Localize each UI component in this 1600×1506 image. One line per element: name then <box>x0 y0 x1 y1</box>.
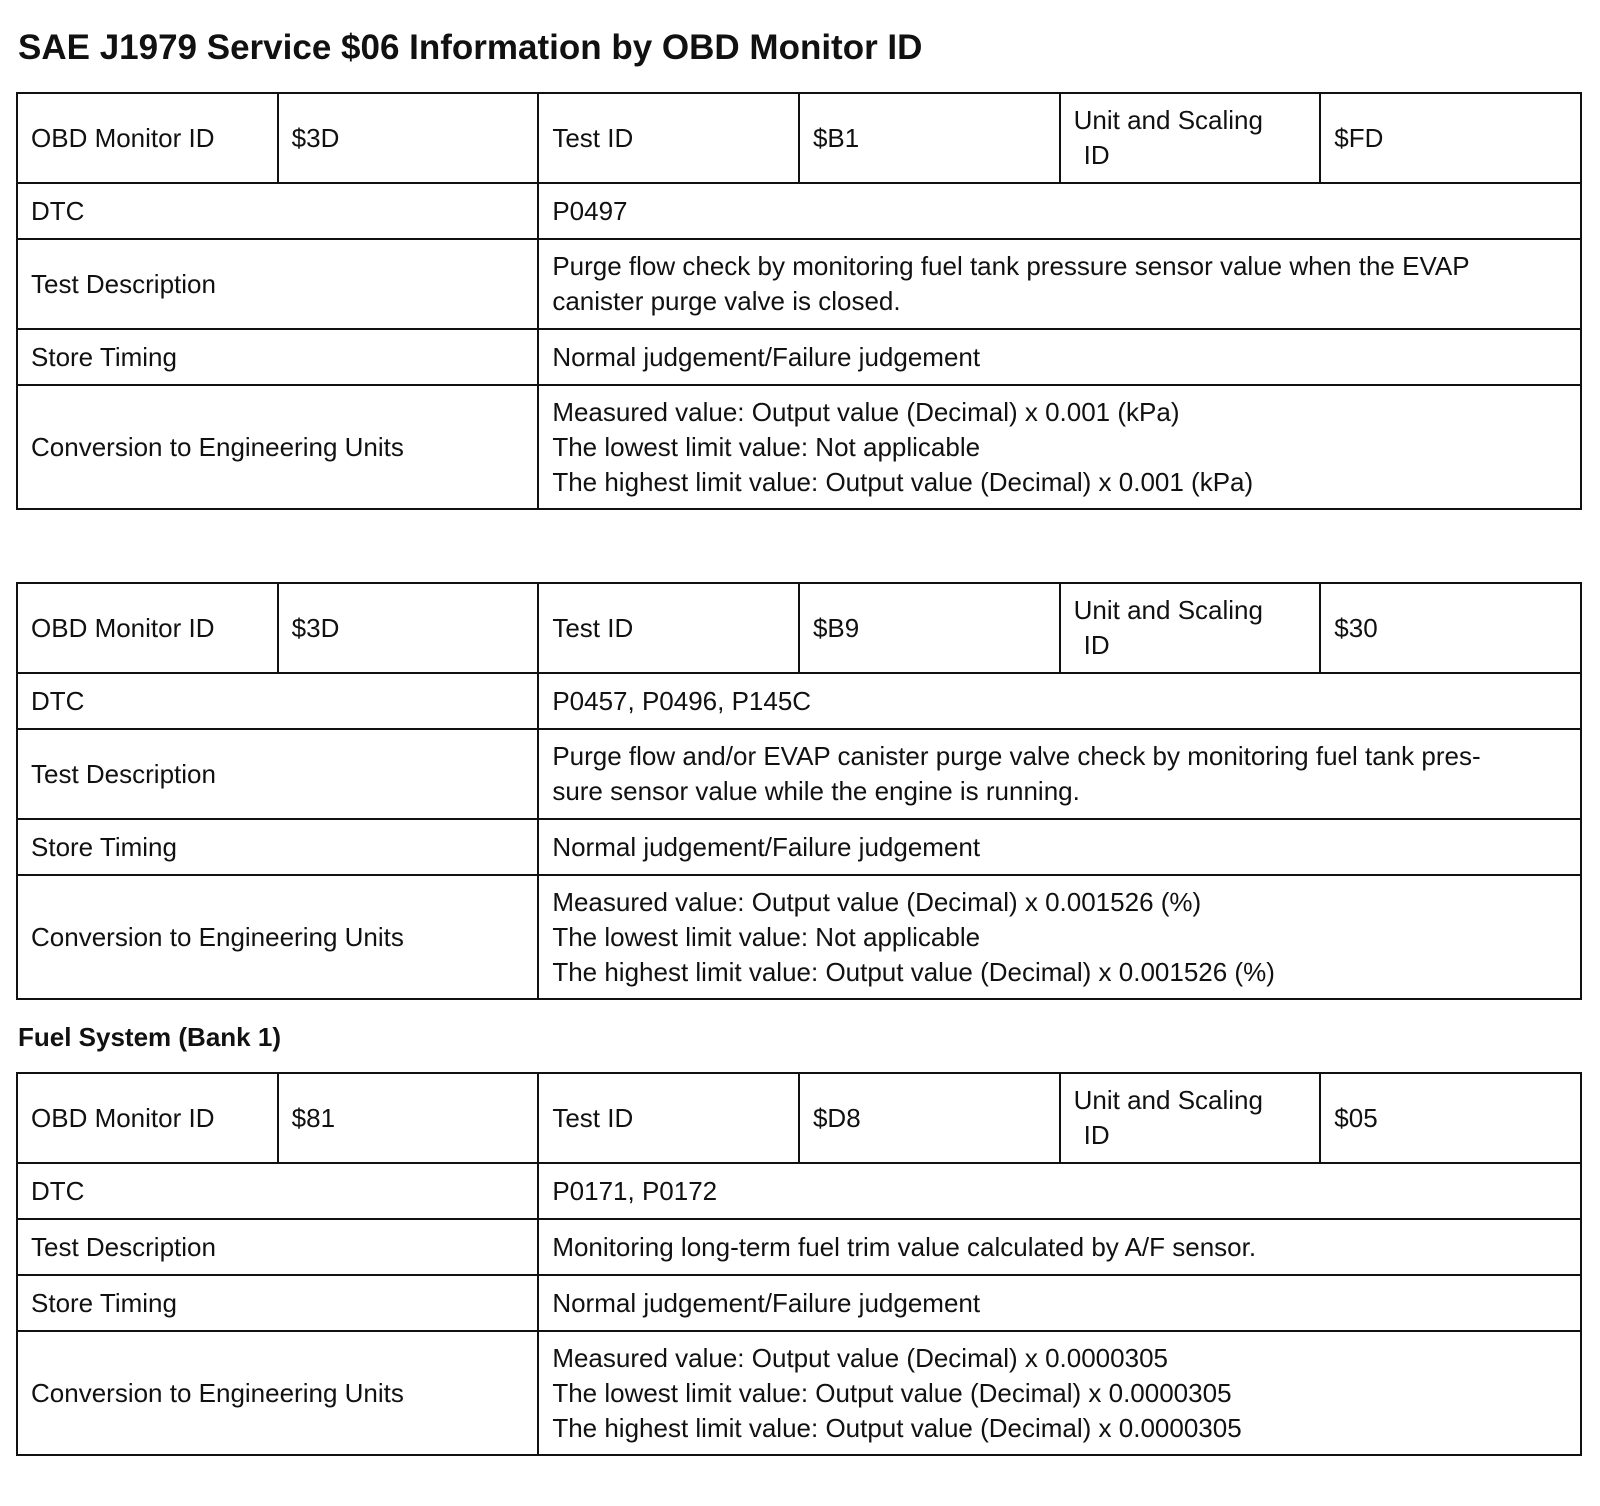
service06-table-3 <box>16 1072 1582 1456</box>
obd-monitor-id-value: $3D <box>278 93 539 183</box>
description-line: sure sensor value while the engine is running. <box>552 776 1080 806</box>
conversion-label: Conversion to Engineering Units <box>17 385 538 509</box>
conversion-row <box>17 875 1581 999</box>
page-title: SAE J1979 Service $06 Information by OBD Monitor ID <box>18 28 923 67</box>
service06-table-2 <box>16 582 1582 1000</box>
description-line: canister purge valve is closed. <box>552 286 901 316</box>
unit-scaling-label-line-1: Unit and Scaling <box>1073 1085 1263 1115</box>
dtc-row <box>17 673 1581 729</box>
dtc-value: P0497 <box>538 183 1581 239</box>
store-timing-value: Normal judgement/Failure judgement <box>538 819 1581 875</box>
store-timing-value: Normal judgement/Failure judgement <box>538 329 1581 385</box>
test-description-value <box>538 1219 1581 1275</box>
store-timing-row <box>17 329 1581 385</box>
unit-scaling-id-value: $30 <box>1320 583 1581 673</box>
store-timing-row <box>17 819 1581 875</box>
test-id-value: $B1 <box>799 93 1060 183</box>
test-description-label: Test Description <box>17 239 538 329</box>
unit-scaling-id-label <box>1060 583 1321 673</box>
dtc-label: DTC <box>17 673 538 729</box>
unit-scaling-id-value: $FD <box>1320 93 1581 183</box>
test-description-row <box>17 729 1581 819</box>
conversion-line: Measured value: Output value (Decimal) x 0.001 (kPa) <box>552 396 1180 427</box>
test-id-label: Test ID <box>538 93 799 183</box>
store-timing-label: Store Timing <box>17 1275 538 1331</box>
conversion-value <box>538 875 1581 999</box>
conversion-line: The highest limit value: Output value (Decimal) x 0.001 (kPa) <box>552 466 1254 497</box>
unit-scaling-label-line-1: Unit and Scaling <box>1073 595 1263 625</box>
unit-scaling-label-line-2: ID <box>1083 1120 1110 1150</box>
service06-table-1 <box>16 92 1582 510</box>
description-line: Monitoring long-term fuel trim value calculated by A/F sensor. <box>552 1231 1257 1262</box>
test-id-value: $B9 <box>799 583 1060 673</box>
conversion-line: The lowest limit value: Not applicable <box>552 921 981 952</box>
store-timing-label: Store Timing <box>17 819 538 875</box>
test-description-value <box>538 239 1581 329</box>
conversion-line: Measured value: Output value (Decimal) x 0.001526 (%) <box>552 886 1202 917</box>
test-description-label: Test Description <box>17 729 538 819</box>
test-id-label: Test ID <box>538 1073 799 1163</box>
unit-scaling-id-label <box>1060 1073 1321 1163</box>
test-id-value: $D8 <box>799 1073 1060 1163</box>
conversion-line: The highest limit value: Output value (Decimal) x 0.001526 (%) <box>552 956 1275 987</box>
test-description-row <box>17 239 1581 329</box>
conversion-line: The highest limit value: Output value (Decimal) x 0.0000305 <box>552 1412 1242 1443</box>
obd-monitor-id-label: OBD Monitor ID <box>17 93 278 183</box>
obd-monitor-id-value: $3D <box>278 583 539 673</box>
description-line: Purge flow check by monitoring fuel tank pressure sensor value when the EVAP <box>552 251 1470 281</box>
obd-monitor-id-label: OBD Monitor ID <box>17 1073 278 1163</box>
conversion-row <box>17 385 1581 509</box>
unit-scaling-id-value: $05 <box>1320 1073 1581 1163</box>
dtc-value: P0171, P0172 <box>538 1163 1581 1219</box>
test-id-label: Test ID <box>538 583 799 673</box>
dtc-value: P0457, P0496, P145C <box>538 673 1581 729</box>
conversion-value <box>538 1331 1581 1455</box>
description-line: Purge flow and/or EVAP canister purge valve check by monitoring fuel tank pres- <box>552 741 1481 771</box>
conversion-row <box>17 1331 1581 1455</box>
section-heading-fuel-system: Fuel System (Bank 1) <box>18 1022 281 1052</box>
store-timing-value: Normal judgement/Failure judgement <box>538 1275 1581 1331</box>
obd-monitor-id-value: $81 <box>278 1073 539 1163</box>
conversion-line: Measured value: Output value (Decimal) x 0.0000305 <box>552 1342 1168 1373</box>
dtc-row <box>17 1163 1581 1219</box>
unit-scaling-label-line-2: ID <box>1083 140 1110 170</box>
unit-scaling-label-line-2: ID <box>1083 630 1110 660</box>
conversion-value <box>538 385 1581 509</box>
dtc-label: DTC <box>17 183 538 239</box>
conversion-label: Conversion to Engineering Units <box>17 1331 538 1455</box>
dtc-label: DTC <box>17 1163 538 1219</box>
test-description-row <box>17 1219 1581 1275</box>
unit-scaling-id-label <box>1060 93 1321 183</box>
header-row <box>17 1073 1581 1163</box>
dtc-row <box>17 183 1581 239</box>
conversion-line: The lowest limit value: Not applicable <box>552 431 981 462</box>
unit-scaling-label-line-1: Unit and Scaling <box>1073 105 1263 135</box>
header-row <box>17 583 1581 673</box>
conversion-line: The lowest limit value: Output value (Decimal) x 0.0000305 <box>552 1377 1232 1408</box>
store-timing-label: Store Timing <box>17 329 538 385</box>
conversion-label: Conversion to Engineering Units <box>17 875 538 999</box>
store-timing-row <box>17 1275 1581 1331</box>
header-row <box>17 93 1581 183</box>
test-description-label: Test Description <box>17 1219 538 1275</box>
obd-monitor-id-label: OBD Monitor ID <box>17 583 278 673</box>
test-description-value <box>538 729 1581 819</box>
